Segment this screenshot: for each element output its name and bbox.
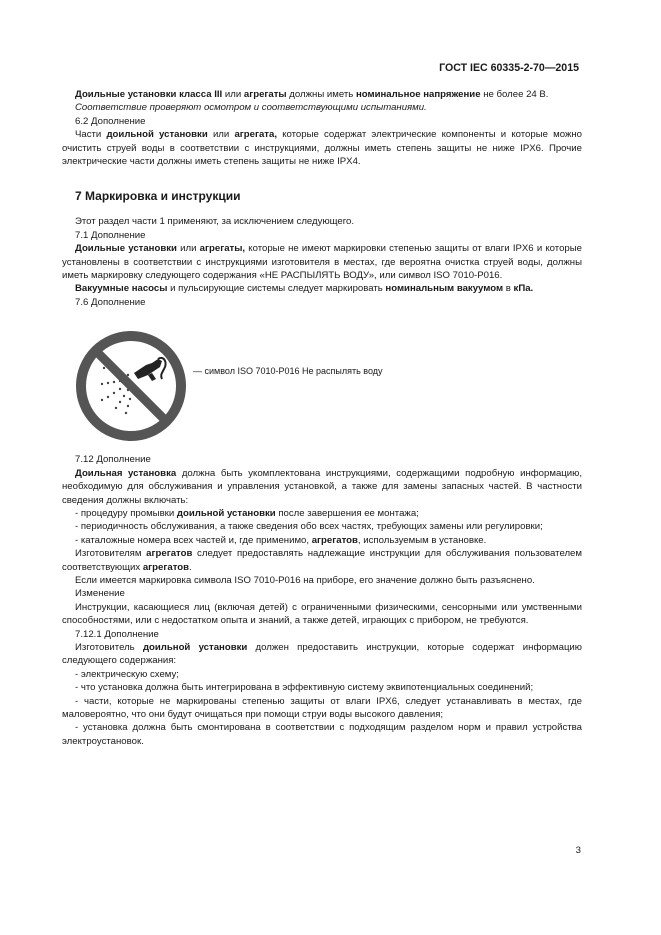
list-item: - части, которые не маркированы степенью защиты от влаги IPX6, следует устанавливать в местах, где маловероятно, что они будут очищаться при помощи струи воды высокого давления; [62, 695, 582, 720]
no-water-spray-icon [74, 329, 188, 443]
section-heading: 7 Маркировка и инструкции [75, 189, 241, 204]
figure-caption: — символ ISO 7010-P016 Не распылять воду [193, 366, 383, 377]
paragraph: Доильные установки или агрегаты, которые не имеют маркировки степенью защиты от влаги IPX6 и которые установлены в соответствии с инструкциями изготовителя в местах, где вероятна очистка струей воды, должны иметь маркировку следующего содержания «НЕ РАСПЫЛЯТЬ ВОДУ», или символ ISO 7010-P016. [62, 243, 582, 282]
paragraph: Изготовитель доильной установки должен предоставить инструкции, которые содержат информацию следующего содержания: [62, 641, 582, 667]
page-content [62, 88, 582, 748]
list-item: - каталожные номера всех частей и, где применимо, агрегатов, используемым в установке. [75, 534, 487, 546]
figure [62, 323, 582, 443]
paragraph: Вакуумные насосы и пульсирующие системы следует маркировать номинальным вакуумом в кПа. [75, 283, 534, 295]
subclause-label: 7.1 Дополнение [75, 229, 146, 241]
subclause-label: 7.6 Дополнение [75, 296, 146, 308]
subclause-label: 7.12 Дополнение [75, 454, 151, 466]
paragraph: Этот раздел части 1 применяют, за исключением следующего. [75, 216, 355, 228]
paragraph: Если имеется маркировка символа ISO 7010-P016 на приборе, его значение должно быть разъяснено. [75, 574, 535, 586]
list-item: - установка должна быть смонтирована в соответствии с подходящим разделом норм и правил устройства электроустановок. [62, 722, 582, 747]
compliance-note: Соответствие проверяют осмотром и соответствующими испытаниями. [75, 102, 427, 114]
page-number: 3 [575, 845, 581, 856]
subclause-label: 7.12.1 Дополнение [75, 628, 159, 640]
paragraph: Доильная установка должна быть укомплектована инструкциями, содержащими подробную информацию, необходимую для обслуживания и управления установкой, а также для замены запасных частей. В частности сведения должны включать: [62, 467, 582, 506]
list-item: - электрическую схему; [75, 668, 179, 680]
paragraph: Инструкции, касающиеся лиц (включая детей) с ограниченными физическими, сенсорными или умственными способностями, или с недостатком опыта и знаний, а также детей, играющих с прибором, не требуются. [62, 601, 582, 627]
list-item: - процедуру промывки доильной установки после завершения ее монтажа; [75, 507, 419, 519]
subclause-label: Изменение [75, 588, 125, 600]
list-item: - периодичность обслуживания, а также сведения обо всех частях, требующих замены или регулировки; [75, 521, 543, 533]
subclause-label: 6.2 Дополнение [75, 115, 146, 127]
paragraph: Доильные установки класса III или агрегаты должны иметь номинальное напряжение не более 24 В. [75, 89, 549, 100]
paragraph: Части доильной установки или агрегата, которые содержат электрические компоненты и которые можно очистить струей воды в соответствии с инструкциями, должны иметь степень защиты не ниже IPX6. Прочие электрические части должны иметь степень защиты не ниже IPX4. [62, 129, 583, 168]
document-header: ГОСТ IEC 60335-2-70—2015 [439, 62, 579, 74]
paragraph: Изготовителям агрегатов следует предоставлять надлежащие инструкции для обслуживания пользователем соответствующих агрегатов. [62, 548, 582, 573]
list-item: - что установка должна быть интегрирована в эффективную систему эквипотенциальных соединений; [75, 682, 534, 694]
